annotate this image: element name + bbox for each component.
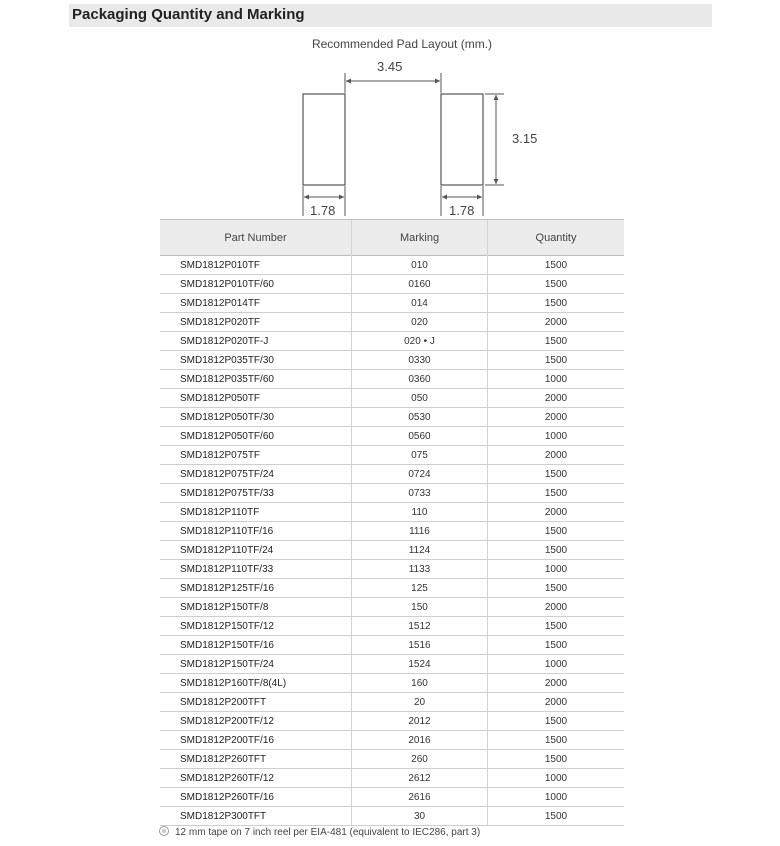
quantity-cell: 1500 [488,294,625,313]
part-number-cell: SMD1812P200TF/16 [160,731,352,750]
quantity-cell: 1000 [488,788,625,807]
footnote-text: 12 mm tape on 7 inch reel per EIA-481 (equivalent to IEC286, part 3) [175,827,481,838]
table-row [160,731,624,750]
quantity-cell: 1500 [488,807,625,826]
quantity-cell: 2000 [488,313,625,332]
marking-cell: 2616 [352,788,488,807]
part-number-cell: SMD1812P020TF [160,313,352,332]
part-number-cell: SMD1812P300TFT [160,807,352,826]
part-number-cell: SMD1812P150TF/24 [160,655,352,674]
part-number-cell: SMD1812P075TF/33 [160,484,352,503]
table-row [160,693,624,712]
quantity-cell: 2000 [488,446,625,465]
marking-cell: 1124 [352,541,488,560]
marking-cell: 1516 [352,636,488,655]
quantity-cell: 1500 [488,256,625,275]
marking-cell: 020 • J [352,332,488,351]
quantity-cell: 1500 [488,579,625,598]
circle-bullet-icon [159,826,169,836]
header-quantity: Quantity [488,220,625,256]
quantity-cell: 2000 [488,389,625,408]
quantity-cell: 2000 [488,674,625,693]
table-row [160,769,624,788]
marking-cell: 010 [352,256,488,275]
part-number-cell: SMD1812P050TF/30 [160,408,352,427]
marking-cell: 110 [352,503,488,522]
table-row [160,351,624,370]
table-row [160,389,624,408]
marking-cell: 20 [352,693,488,712]
marking-cell: 0530 [352,408,488,427]
table-row [160,560,624,579]
marking-cell: 1512 [352,617,488,636]
quantity-cell: 2000 [488,503,625,522]
table-row [160,484,624,503]
marking-cell: 075 [352,446,488,465]
table-row [160,503,624,522]
quantity-cell: 1500 [488,712,625,731]
part-number-cell: SMD1812P110TF/16 [160,522,352,541]
table-row [160,617,624,636]
part-number-cell: SMD1812P260TF/16 [160,788,352,807]
marking-cell: 2012 [352,712,488,731]
quantity-cell: 1500 [488,617,625,636]
marking-cell: 1524 [352,655,488,674]
part-number-cell: SMD1812P035TF/60 [160,370,352,389]
part-number-cell: SMD1812P050TF/60 [160,427,352,446]
marking-cell: 125 [352,579,488,598]
table-row [160,674,624,693]
quantity-cell: 1000 [488,427,625,446]
table-row [160,446,624,465]
table-row [160,541,624,560]
part-number-cell: SMD1812P010TF [160,256,352,275]
quantity-cell: 1500 [488,332,625,351]
quantity-cell: 1000 [488,560,625,579]
marking-cell: 260 [352,750,488,769]
table-row [160,788,624,807]
height-dimension-line [485,94,504,185]
table-row [160,598,624,617]
quantity-cell: 1000 [488,769,625,788]
table-row [160,408,624,427]
marking-cell: 1133 [352,560,488,579]
marking-cell: 020 [352,313,488,332]
table-body [160,256,624,826]
part-number-cell: SMD1812P010TF/60 [160,275,352,294]
quantity-cell: 2000 [488,693,625,712]
quantity-cell: 1500 [488,484,625,503]
marking-cell: 0560 [352,427,488,446]
quantity-cell: 1500 [488,465,625,484]
marking-cell: 0160 [352,275,488,294]
table-row [160,256,624,275]
quantity-cell: 1500 [488,636,625,655]
footnote [159,826,480,838]
part-number-cell: SMD1812P075TF/24 [160,465,352,484]
left-pad [303,94,345,185]
marking-cell: 0330 [352,351,488,370]
marking-cell: 050 [352,389,488,408]
quantity-cell: 1000 [488,655,625,674]
quantity-cell: 1500 [488,351,625,370]
table-row [160,370,624,389]
table-row [160,712,624,731]
quantity-cell: 2000 [488,598,625,617]
quantity-cell: 1000 [488,370,625,389]
table-row [160,655,624,674]
spacing-label: 3.45 [377,59,403,74]
table-header-row [160,220,624,256]
table-row [160,332,624,351]
part-number-cell: SMD1812P050TF [160,389,352,408]
part-number-cell: SMD1812P110TF/24 [160,541,352,560]
part-number-cell: SMD1812P260TF/12 [160,769,352,788]
marking-cell: 014 [352,294,488,313]
section-title: Packaging Quantity and Marking [72,6,305,23]
marking-cell: 2612 [352,769,488,788]
pad-layout-diagram [290,55,560,220]
part-number-cell: SMD1812P200TFT [160,693,352,712]
quantity-cell: 1500 [488,522,625,541]
header-part-number: Part Number [160,220,352,256]
marking-cell: 0733 [352,484,488,503]
part-number-cell: SMD1812P020TF-J [160,332,352,351]
table-row [160,313,624,332]
part-number-cell: SMD1812P014TF [160,294,352,313]
right-pad [441,94,483,185]
right-width-label: 1.78 [449,203,475,218]
header-marking: Marking [352,220,488,256]
part-number-cell: SMD1812P150TF/12 [160,617,352,636]
part-number-cell: SMD1812P150TF/8 [160,598,352,617]
quantity-cell: 2000 [488,408,625,427]
part-number-cell: SMD1812P110TF/33 [160,560,352,579]
part-number-cell: SMD1812P260TFT [160,750,352,769]
spacing-dimension-line [345,73,441,93]
table-row [160,294,624,313]
quantity-cell: 1500 [488,541,625,560]
marking-cell: 1116 [352,522,488,541]
table-row [160,275,624,294]
marking-cell: 2016 [352,731,488,750]
table-row [160,636,624,655]
pad-layout-title: Recommended Pad Layout (mm.) [311,37,493,51]
quantity-cell: 1500 [488,731,625,750]
part-number-cell: SMD1812P150TF/16 [160,636,352,655]
part-number-cell: SMD1812P160TF/8(4L) [160,674,352,693]
table-row [160,807,624,826]
left-width-label: 1.78 [310,203,336,218]
part-number-cell: SMD1812P200TF/12 [160,712,352,731]
part-number-cell: SMD1812P110TF [160,503,352,522]
table-row [160,427,624,446]
marking-cell: 150 [352,598,488,617]
part-number-cell: SMD1812P035TF/30 [160,351,352,370]
part-number-cell: SMD1812P125TF/16 [160,579,352,598]
height-label: 3.15 [512,131,538,146]
marking-cell: 160 [352,674,488,693]
table-row [160,522,624,541]
quantity-cell: 1500 [488,275,625,294]
packaging-table [160,219,624,826]
marking-cell: 0360 [352,370,488,389]
marking-cell: 0724 [352,465,488,484]
section-header [69,4,712,27]
table-row [160,465,624,484]
table-row [160,579,624,598]
table-row [160,750,624,769]
quantity-cell: 1500 [488,750,625,769]
part-number-cell: SMD1812P075TF [160,446,352,465]
marking-cell: 30 [352,807,488,826]
